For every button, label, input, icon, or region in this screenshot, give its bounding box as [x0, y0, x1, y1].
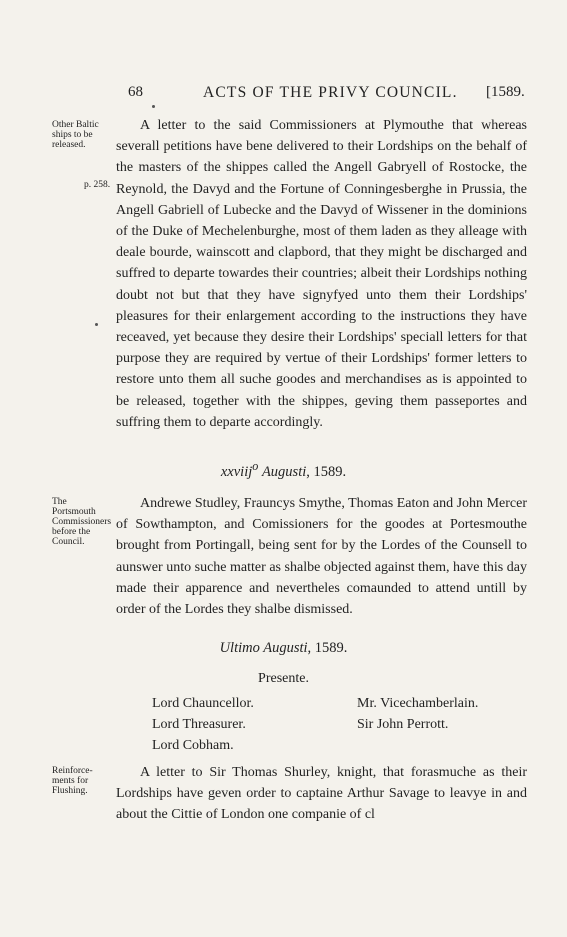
attendee: Lord Chauncellor. [152, 696, 254, 711]
margin-page-ref: p. 258. [84, 180, 111, 190]
presente-heading: Presente. [258, 671, 309, 686]
entry-portsmouth-commissioners: Andrewe Studley, Frauncys Smythe, Thomas Eaton and John Mercer of Sowthampton, and Comissioners for the goodes at Portesmouthe brought from Portingall, being sent for by the Lordes of the Counsell to aunswer unto suche matter as shalbe objected against them, have this day made their apparence and nevertheles comaunded to attend untill by order of the Lordes they shalbe dismissed. [116, 496, 527, 618]
attendee: Mr. Vicechamberlain. [357, 696, 479, 711]
margin-note-portsmouth-commissioners: The Portsmouth Commissioners before the Council. [52, 497, 112, 547]
entry-letter-plymouthe: A letter to the said Commissioners at Plymouthe that whereas severall petitions have bene delivered to their Lordships on the behalf of the masters of the shippes called the Angell Gabryell of Rostocke, the Reynold, the Davyd and the Fortune of Conningesberghe in Prussia, the Angell Gabriell of Lubecke and the Davyd of Wissener in the dominions of the Duke of Mechelenburghe, most of them laden as they alleage with deale bourde, wainscott and clapbord, that they might be discharged and suffred to departe towardes their countries; albeit their Lordships nothing doubt not but that they have signyfyed unto them their Lordships' pleasures for their enlargement according to the instructions they have receaved, yet because they desire their Lordships' speciall letters for that purpose they are required by vertue of their Lordships' former letters to restore unto them all suche goodes and merchandises as is appointed to be released, together with the shippes, geving them passeportes and suffring them to departe accordingly. [116, 118, 527, 430]
margin-dot [95, 323, 98, 326]
attendance-left-column [152, 693, 254, 756]
entry-letter-shurley: A letter to Sir Thomas Shurley, knight, that forasmuche as their Lordships have geven order to captaine Arthur Savage to leavye in and about the Cittie of London one companie of cl [116, 765, 527, 823]
page-number: 68 [128, 84, 143, 100]
attendee: Sir John Perrott. [357, 717, 449, 732]
margin-dot [152, 105, 155, 108]
running-header [0, 84, 567, 106]
date-heading-ultimo-augusti: Ultimo Augusti, 1589. [219, 640, 348, 656]
attendee: Lord Threasurer. [152, 717, 246, 732]
margin-note-reinforcements: Reinforce- ments for Flushing. [52, 766, 93, 796]
attendee: Lord Cobham. [152, 738, 234, 753]
header-year: [1589. [486, 84, 525, 100]
date-heading-xxviij-augusti: xxviij$^o$ Augusti, 1589. [220, 459, 347, 480]
margin-note-baltic-ships: Other Baltic ships to be released. [52, 120, 99, 150]
running-title: ACTS OF THE PRIVY COUNCIL. [203, 84, 458, 101]
attendance-right-column [357, 693, 478, 735]
